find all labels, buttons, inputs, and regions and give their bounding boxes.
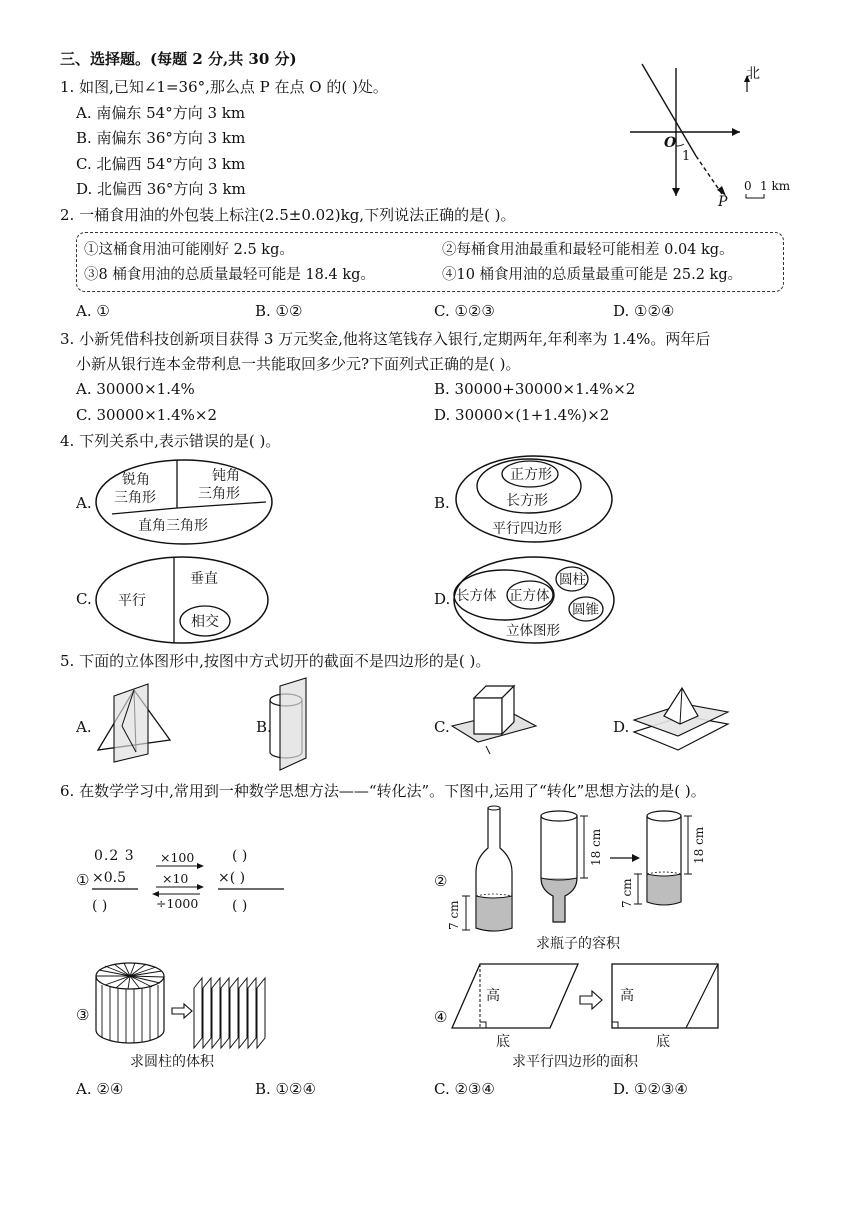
q1-option-d[interactable]: D. 北偏西 36°方向 3 km xyxy=(76,180,246,198)
fig4-height: 高 xyxy=(486,988,500,1004)
angle-label: 1 xyxy=(682,149,691,164)
fig4-num: ④ xyxy=(434,1008,448,1026)
q4d-cuboid: 长方体 xyxy=(456,588,497,604)
q4d-cube: 正方体 xyxy=(509,588,550,604)
q5-option-a[interactable]: A. xyxy=(76,718,92,736)
q5-option-b[interactable]: B. xyxy=(256,718,272,736)
fig3-caption: 求圆柱的体积 xyxy=(130,1054,214,1070)
q1-option-a[interactable]: A. 南偏东 54°方向 3 km xyxy=(76,104,246,122)
q5-option-c[interactable]: C. xyxy=(434,718,450,736)
q5-option-d[interactable]: D. xyxy=(613,718,630,736)
fig1-mult: ×0.5 xyxy=(92,870,126,886)
q6-fig2-bottle xyxy=(430,802,720,952)
north-label: 北 xyxy=(746,66,760,82)
fig4-base: 底 xyxy=(496,1034,510,1050)
q4d-cylinder: 圆柱 xyxy=(559,572,586,588)
q4a-acute-1: 锐角 xyxy=(122,472,150,488)
q2-option-a[interactable]: A. ① xyxy=(76,302,110,320)
q6-option-a[interactable]: A. ②④ xyxy=(76,1080,124,1098)
q6-stem: 6. 在数学学习中,常用到一种数学思想方法——“转化法”。下图中,运用了“转化”思想方法的是( )。 xyxy=(60,782,706,800)
q3-option-a[interactable]: A. 30000×1.4% xyxy=(76,380,195,398)
fig1-right-mid: ×( ) xyxy=(218,870,246,886)
q1-direction-figure xyxy=(620,60,810,210)
q4a-obtuse-1: 钝角 xyxy=(212,468,240,484)
q4c-intersect: 相交 xyxy=(191,614,219,630)
scale-unit: 1 km xyxy=(760,179,791,193)
q5b-cylinder-figure xyxy=(264,676,324,772)
q4d-solid: 立体图形 xyxy=(506,623,560,639)
fig1-top: 0.2 3 xyxy=(94,848,135,864)
q2-statement-1: ①这桶食用油可能刚好 2.5 kg。 xyxy=(84,242,294,258)
fig1-num: ① xyxy=(76,871,90,889)
fig1-op-top: ×100 xyxy=(160,850,195,865)
q4b-rectangle: 长方形 xyxy=(506,493,548,509)
q4-option-c[interactable]: C. xyxy=(76,590,92,608)
q4b-parallelogram: 平行四边形 xyxy=(492,521,562,537)
fig2-mid-len: 18 cm xyxy=(589,828,603,866)
q4-stem: 4. 下列关系中,表示错误的是( )。 xyxy=(60,432,281,450)
q3-option-d[interactable]: D. 30000×(1+1.4%)×2 xyxy=(434,406,610,424)
q5c-cube-figure xyxy=(450,684,540,756)
q2-option-d[interactable]: D. ①②④ xyxy=(613,302,675,320)
fig1-right-bottom: ( ) xyxy=(232,898,248,914)
fig2-right-top-len: 18 cm xyxy=(692,826,706,864)
fig1-right-top: ( ) xyxy=(232,848,248,864)
scale-zero: 0 xyxy=(744,179,752,193)
fig4-height2: 高 xyxy=(620,988,634,1004)
q4d-diagram xyxy=(452,555,618,645)
q1-option-b[interactable]: B. 南偏东 36°方向 3 km xyxy=(76,129,246,147)
q3-stem-line2: 小新从银行连本金带利息一共能取回多少元?下面列式正确的是( )。 xyxy=(76,355,521,373)
fig3-num: ③ xyxy=(76,1006,90,1024)
q4c-diagram xyxy=(94,555,274,645)
q6-option-c[interactable]: C. ②③④ xyxy=(434,1080,495,1098)
q6-fig4-parallelogram xyxy=(430,954,740,1074)
q4-option-d[interactable]: D. xyxy=(434,590,451,608)
q2-statement-3: ③8 桶食用油的总质量最轻可能是 18.4 kg。 xyxy=(84,267,375,283)
q4-option-a[interactable]: A. xyxy=(76,494,92,512)
q3-option-c[interactable]: C. 30000×1.4%×2 xyxy=(76,406,217,424)
fig2-right-bottom-len: 7 cm xyxy=(620,878,634,908)
q2-option-b[interactable]: B. ①② xyxy=(255,302,303,320)
point-o-label: O xyxy=(664,135,677,151)
fig4-base2: 底 xyxy=(656,1034,670,1050)
q3-option-b[interactable]: B. 30000+30000×1.4%×2 xyxy=(434,380,636,398)
q4c-parallel: 平行 xyxy=(118,593,146,609)
q6-fig3-cylinder xyxy=(72,956,282,1072)
q5-stem: 5. 下面的立体图形中,按图中方式切开的截面不是四边形的是( )。 xyxy=(60,652,491,670)
q6-option-b[interactable]: B. ①②④ xyxy=(255,1080,316,1098)
point-p-label: P xyxy=(718,194,728,210)
fig1-blank: ( ) xyxy=(92,898,108,914)
q4b-square: 正方形 xyxy=(510,467,552,483)
q4c-perpendicular: 垂直 xyxy=(190,571,218,587)
q6-fig1-calculation xyxy=(70,842,300,922)
q6-option-d[interactable]: D. ①②③④ xyxy=(613,1080,688,1098)
q4a-diagram xyxy=(94,458,274,546)
fig2-left-len: 7 cm xyxy=(447,900,461,930)
q4a-obtuse-2: 三角形 xyxy=(198,486,240,502)
q3-stem-line1: 3. 小新凭借科技创新项目获得 3 万元奖金,他将这笔钱存入银行,定期两年,年利率为 1.4%。两年后 xyxy=(60,330,711,348)
fig1-op-mid: ×10 xyxy=(162,871,189,886)
q1-stem: 1. 如图,已知∠1=36°,那么点 P 在点 O 的( )处。 xyxy=(60,78,388,96)
q2-stem: 2. 一桶食用油的外包装上标注(2.5±0.02)kg,下列说法正确的是( )。 xyxy=(60,206,516,224)
fig4-caption: 求平行四边形的面积 xyxy=(512,1054,638,1070)
fig2-num: ② xyxy=(434,872,448,890)
fig2-caption: 求瓶子的容积 xyxy=(536,936,620,952)
q4d-cone: 圆锥 xyxy=(572,602,599,618)
q4b-diagram xyxy=(454,454,614,544)
q4a-right: 直角三角形 xyxy=(138,518,208,534)
q4a-acute-2: 三角形 xyxy=(114,490,156,506)
q5a-pyramid-figure xyxy=(96,682,176,762)
q2-statement-2: ②每桶食用油最重和最轻可能相差 0.04 kg。 xyxy=(442,242,734,258)
q5d-pyramid-figure xyxy=(632,686,732,752)
q2-statement-4: ④10 桶食用油的总质量最重可能是 25.2 kg。 xyxy=(442,267,743,283)
fig1-op-bottom: ÷1000 xyxy=(156,896,199,911)
q1-option-c[interactable]: C. 北偏西 54°方向 3 km xyxy=(76,155,246,173)
q4-option-b[interactable]: B. xyxy=(434,494,450,512)
section-header: 三、选择题。(每题 2 分,共 30 分) xyxy=(60,50,297,68)
q2-option-c[interactable]: C. ①②③ xyxy=(434,302,495,320)
